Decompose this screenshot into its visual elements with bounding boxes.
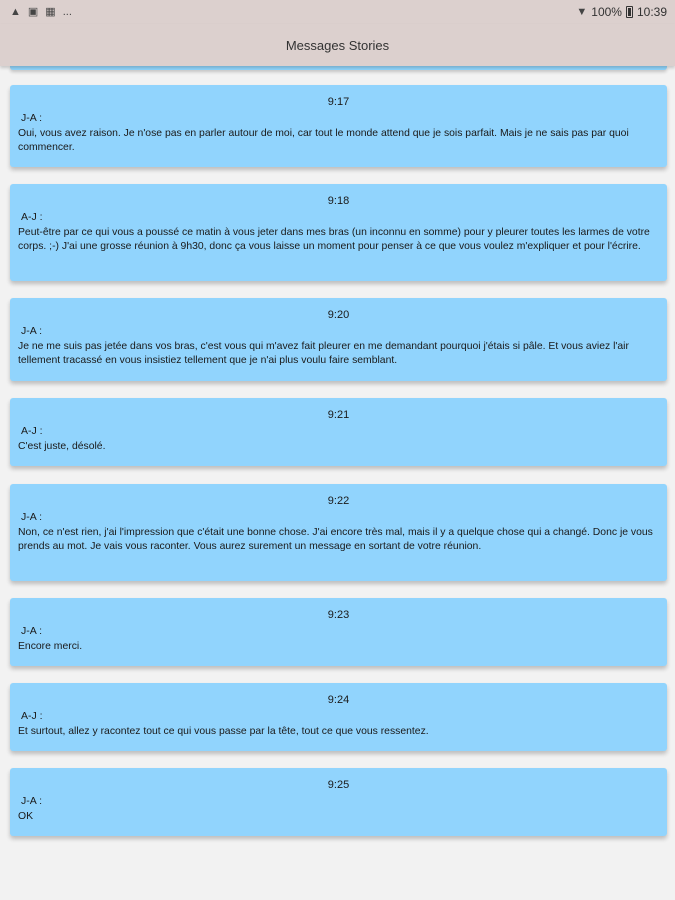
previous-card-edge [10, 66, 667, 70]
message-time: 9:18 [327, 195, 350, 207]
status-left [10, 6, 72, 18]
message-time: 9:25 [327, 779, 350, 791]
message-author: J-A : [21, 112, 43, 124]
message-list[interactable] [0, 66, 675, 844]
message-text: Et surtout, allez y racontez tout ce qui vous passe par la tête, tout ce que vous ressentez. [18, 726, 429, 737]
message-card[interactable] [10, 398, 667, 466]
message-text: Peut-être par ce qui vous a poussé ce matin à vous jeter dans mes bras (un inconnu en somme) pour y pleurer toutes les larmes de votre corps. ;-) J'ai une grosse réunion à 9h30, donc ça vous laisse un moment pour penser à ce que vous voulez m'expliquer et pour l'écrire. [18, 227, 650, 252]
image-icon: ▦ [45, 6, 56, 18]
message-author: J-A : [21, 511, 43, 523]
signal-m-icon: ▣ [27, 6, 39, 18]
message-time: 9:24 [327, 694, 350, 706]
message-text: C'est juste, désolé. [18, 441, 106, 452]
message-time: 9:21 [327, 409, 350, 421]
message-time: 9:17 [327, 96, 350, 108]
app-bar [0, 24, 675, 66]
message-author: J-A : [21, 325, 43, 337]
message-text: Je ne me suis pas jetée dans vos bras, c'est vous qui m'avez fait pleurer en me demandant pourquoi j'étais si pâle. Et vous aviez l'air tellement tracassé en vous insistiez tellement que je n'ai plus voulu faire semblant. [18, 341, 629, 366]
wifi-icon: ▼ [576, 6, 588, 18]
message-time: 9:22 [327, 495, 350, 507]
message-card[interactable] [10, 85, 667, 167]
message-author: A-J : [21, 425, 43, 437]
message-card[interactable] [10, 598, 667, 666]
status-bar [0, 0, 675, 24]
message-author: J-A : [21, 795, 43, 807]
clock: 10:39 [636, 5, 667, 19]
message-author: A-J : [21, 710, 43, 722]
message-card[interactable] [10, 184, 667, 281]
status-right [576, 5, 667, 19]
message-card[interactable] [10, 298, 667, 381]
more-notifications: ... [62, 6, 72, 18]
notification-bell-icon: ▲ [10, 6, 21, 18]
message-text: Oui, vous avez raison. Je n'ose pas en parler autour de moi, car tout le monde attend que je sois parfait. Mais je ne sais pas par quoi commencer. [18, 128, 629, 153]
message-text: Encore merci. [18, 641, 83, 652]
message-author: J-A : [21, 625, 43, 637]
message-text: Non, ce n'est rien, j'ai l'impression que c'était une bonne chose. J'ai encore très mal, mais il y a quelque chose qui a changé. Donc je vous prends au mot. Je vais vous raconter. Vous aurez surement un message en sortant de votre réunion. [18, 527, 653, 552]
battery-percentage: 100% [591, 5, 622, 19]
battery-icon [626, 6, 633, 18]
message-card[interactable] [10, 484, 667, 581]
message-time: 9:23 [327, 609, 350, 621]
page-title: Messages Stories [285, 37, 390, 53]
message-card[interactable] [10, 683, 667, 751]
message-author: A-J : [21, 211, 43, 223]
bottom-empty-area [0, 844, 675, 900]
message-time: 9:20 [327, 309, 350, 321]
message-card[interactable] [10, 768, 667, 836]
message-text: OK [18, 811, 34, 822]
